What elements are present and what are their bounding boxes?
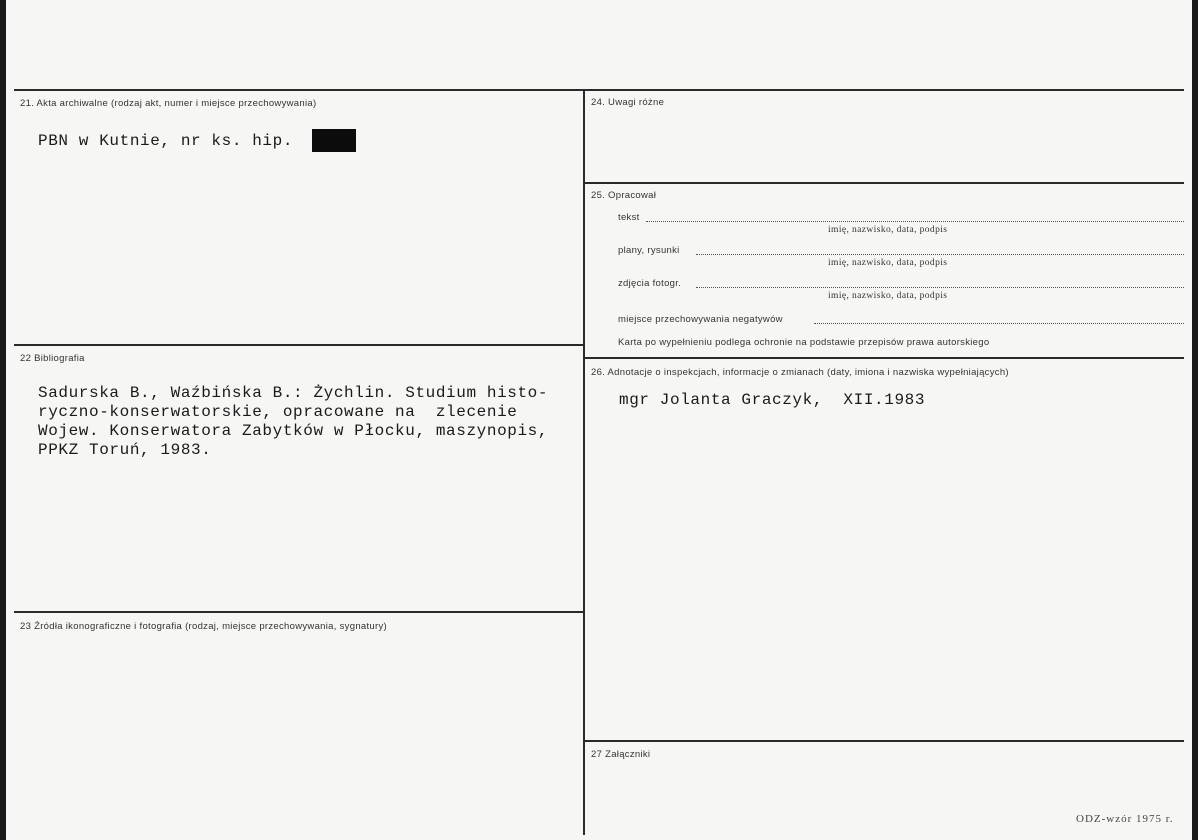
- rule-21-22: [14, 344, 583, 346]
- section-21-label: 21. Akta archiwalne (rodzaj akt, numer i miejsce przechowywania): [20, 98, 317, 109]
- column-divider: [583, 90, 585, 835]
- bibliography-line-4: PPKZ Toruń, 1983.: [38, 441, 212, 459]
- field-tekst-label: tekst: [618, 212, 640, 223]
- bibliography-line-3: Wojew. Konserwatora Zabytków w Płocku, maszynopis,: [38, 422, 549, 440]
- field-miejsce-line: [814, 323, 1184, 324]
- field-tekst-line: [646, 221, 1184, 222]
- form-footer: ODZ-wzór 1975 r.: [1076, 813, 1174, 825]
- section-27-label: 27 Załączniki: [591, 749, 651, 760]
- section-24-label: 24. Uwagi różne: [591, 97, 665, 108]
- field-plany-label: plany, rysunki: [618, 245, 680, 256]
- section-22-label: 22 Bibliografia: [20, 353, 85, 364]
- rule-26-27: [585, 740, 1184, 742]
- rule-25-26: [585, 357, 1184, 359]
- rule-22-23: [14, 611, 583, 613]
- field-plany-caption: imię, nazwisko, data, podpis: [828, 258, 948, 268]
- field-tekst-caption: imię, nazwisko, data, podpis: [828, 225, 948, 235]
- bibliography-line-2: ryczno-konserwatorskie, opracowane na zlecenie: [38, 403, 518, 421]
- section-25-label: 25. Opracował: [591, 190, 657, 201]
- field-miejsce-label: miejsce przechowywania negatywów: [618, 314, 783, 325]
- field-zdjecia-caption: imię, nazwisko, data, podpis: [828, 291, 948, 301]
- redaction-block: [312, 129, 356, 152]
- field-zdjecia-label: zdjęcia fotogr.: [618, 278, 682, 289]
- section-26-label: 26. Adnotacje o inspekcjach, informacje o zmianach (daty, imiona i nazwiska wypełniających): [591, 367, 1009, 378]
- field-zdjecia-line: [696, 287, 1184, 288]
- section-23-label: 23 Źródła ikonograficzne i fotografia (rodzaj, miejsce przechowywania, sygnatury): [20, 621, 387, 632]
- field-plany-line: [696, 254, 1184, 255]
- copyright-note: Karta po wypełnieniu podlega ochronie na podstawie przepisów prawa autorskiego: [618, 337, 990, 348]
- rule-24-25: [585, 182, 1184, 184]
- section-26-content: mgr Jolanta Graczyk, XII.1983: [619, 391, 926, 409]
- top-rule: [14, 89, 1184, 91]
- bibliography-line-1: Sadurska B., Waźbińska B.: Żychlin. Studium histo-: [38, 384, 549, 402]
- section-21-content: PBN w Kutnie, nr ks. hip.: [38, 132, 294, 150]
